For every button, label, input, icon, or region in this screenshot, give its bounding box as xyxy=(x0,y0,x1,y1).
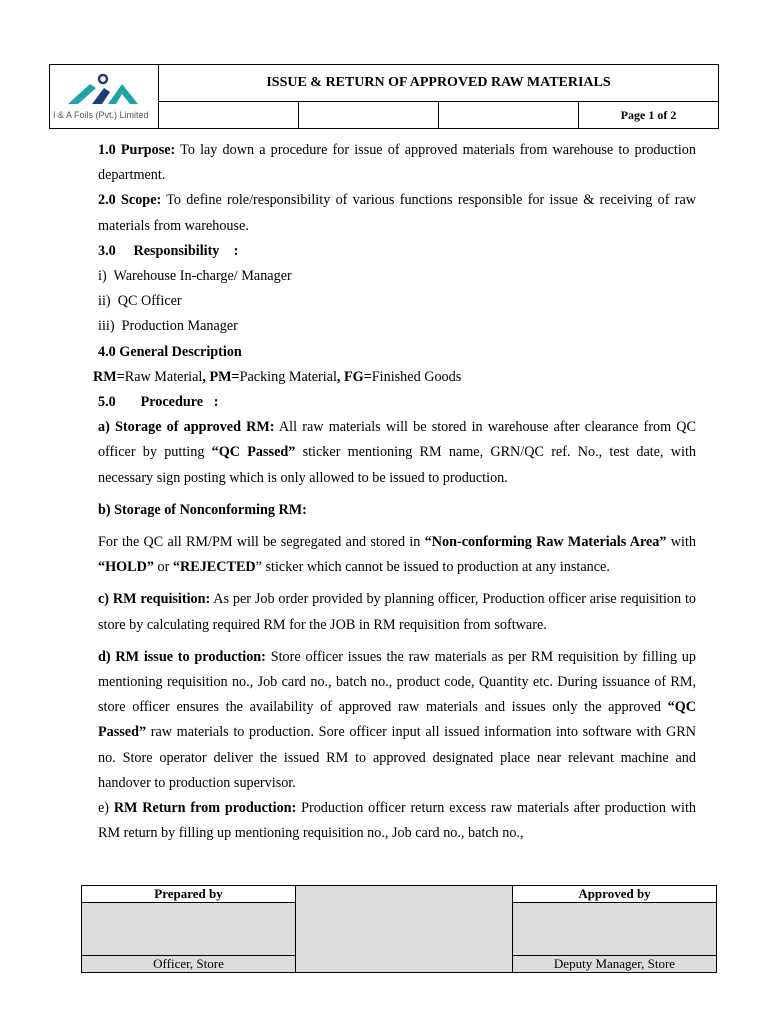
abbreviations-line: RM=Raw Material, PM=Packing Material, FG=Finished Goods xyxy=(93,368,462,385)
signature-middle-cell xyxy=(296,886,513,973)
signature-table xyxy=(81,885,717,973)
document-header xyxy=(49,64,719,129)
scope-paragraph: 2.0 Scope: To define role/responsibility of various functions responsible for issue & receiving of raw materials from warehouse. xyxy=(98,192,696,234)
procedure-heading: 5.0 Procedure : xyxy=(98,394,219,411)
storage-approved-paragraph: a) Storage of approved RM: All raw materials will be stored in warehouse after clearance from QC officer by putting “QC Passed” sticker mentioning RM name, GRN/QC ref. No., test date, with necessary sign posting which is only allowed to be issued to production. xyxy=(98,419,697,486)
rm-issue-paragraph: d) RM issue to production: Store officer issues the raw materials as per RM requisition by filling up mentioning requisition no., Job card no., batch no., product code, Quantity etc. During issuance of RM, store officer ensures the availability of approved raw materials and issues only the approved “QC Passed” raw materials to production. Sore officer input all issued information into software with GRN no. Store operator deliver the issued RM to approved designated place near relevant machine and handover to production supervisor. xyxy=(98,648,696,791)
prepared-by-label: Prepared by xyxy=(82,886,296,903)
document-title: ISSUE & RETURN OF APPROVED RAW MATERIALS xyxy=(159,65,719,102)
company-logo-icon xyxy=(64,70,144,110)
header-blank-cell xyxy=(299,102,439,129)
company-logo xyxy=(50,66,158,128)
storage-nonconforming-paragraph: For the QC all RM/PM will be segregated and stored in “Non-conforming Raw Materials Area” with “HOLD” or “REJECTED” sticker which cannot be issued to production at any instance. xyxy=(98,534,696,576)
logo-cell xyxy=(50,65,159,129)
general-description-heading: 4.0 General Description xyxy=(98,343,242,360)
prepared-signature-box xyxy=(82,903,296,956)
page-number: Page 1 of 2 xyxy=(579,102,719,129)
document-body xyxy=(93,138,697,846)
approved-signature-box xyxy=(513,903,717,956)
rm-requisition-paragraph: c) RM requisition: As per Job order provided by planning officer, Production officer arise requisition to store by calculating required RM for the JOB in RM requisition from software. xyxy=(98,591,696,633)
responsibility-heading: 3.0 Responsibility : xyxy=(98,242,239,259)
responsibility-item: iii) Production Manager xyxy=(98,318,238,335)
responsibility-item: i) Warehouse In-charge/ Manager xyxy=(98,268,292,285)
company-name: I & A Foils (Pvt.) Limited xyxy=(53,109,149,120)
prepared-by-role: Officer, Store xyxy=(82,956,296,973)
storage-nonconforming-heading: b) Storage of Nonconforming RM: xyxy=(98,501,307,518)
rm-return-paragraph: e) RM Return from production: Production officer return excess raw materials after production with RM return by filling up mentioning requisition no., Job card no., batch no., xyxy=(98,800,696,842)
responsibility-item: ii) QC Officer xyxy=(98,293,182,310)
approved-by-role: Deputy Manager, Store xyxy=(513,956,717,973)
header-blank-cell xyxy=(159,102,299,129)
header-blank-cell xyxy=(439,102,579,129)
approved-by-label: Approved by xyxy=(513,886,717,903)
purpose-paragraph: 1.0 Purpose: To lay down a procedure for issue of approved materials from warehouse to production department. xyxy=(98,142,696,184)
